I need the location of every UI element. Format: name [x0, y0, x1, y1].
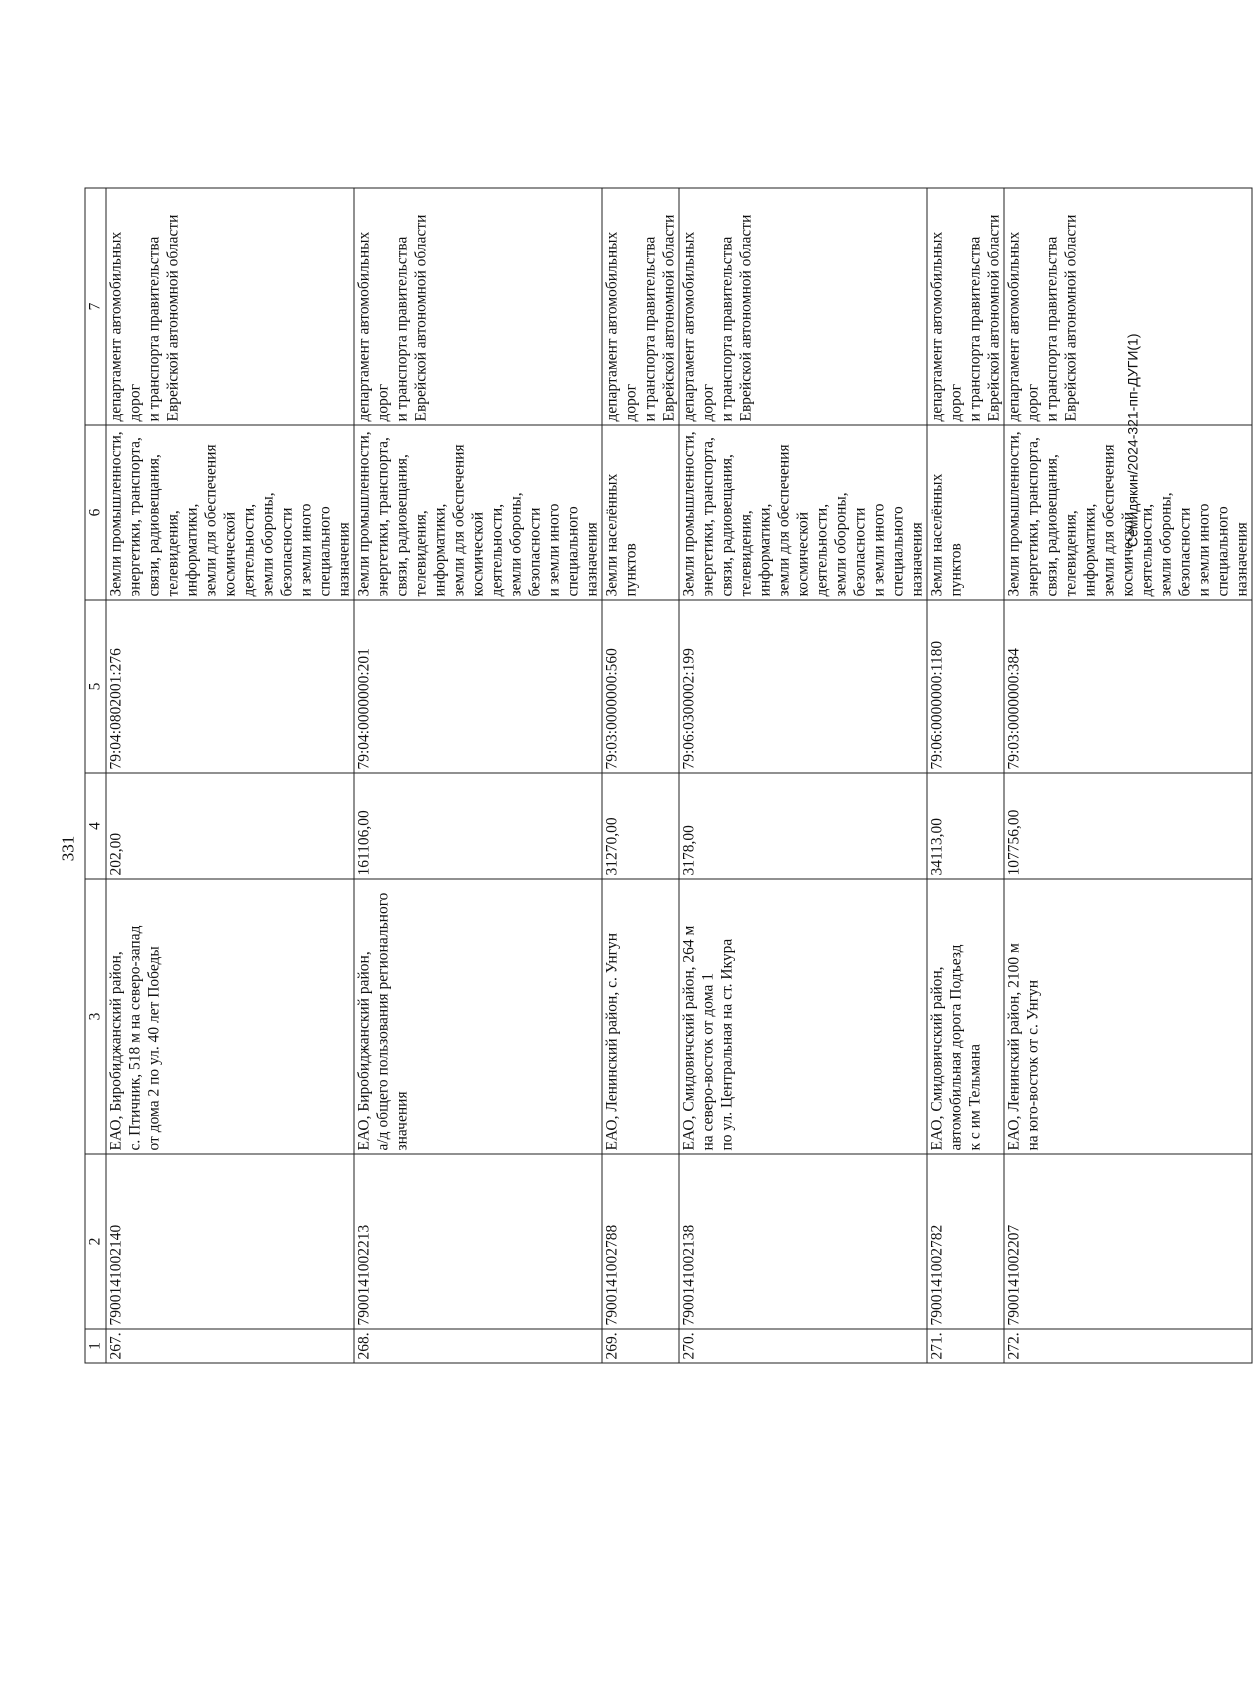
rotated-document-page	[58, 214, 1251, 1364]
row-number-cell: 268.	[354, 1329, 602, 1363]
document-reference-code: Семидякин/2024-321-пп-ДУГИ(1)	[1124, 333, 1141, 548]
column-header-7: 7	[85, 188, 106, 425]
column-header-2: 2	[85, 1154, 106, 1329]
land-category-cell: Земли промышленности, энергетики, транспорта, связи, радиовещания, телевидения, информатики, земли для обеспечения космической деятельности, земли обороны, безопасности и земли иного специального назначения	[354, 425, 602, 600]
object-code-cell: 7900141002788	[602, 1154, 679, 1329]
register-table	[85, 188, 1253, 1364]
address-cell: ЕАО, Ленинский район, с. Унгун	[602, 879, 679, 1154]
column-header-4: 4	[85, 773, 106, 879]
object-code-cell: 7900141002782	[927, 1154, 1004, 1329]
rights-holder-cell: департамент автомобильных дорог и транспорта правительства Еврейской автономной области	[1004, 188, 1252, 425]
row-number-cell: 270.	[679, 1329, 927, 1363]
row-number-cell: 272.	[1004, 1329, 1252, 1363]
object-code-cell: 7900141002213	[354, 1154, 602, 1329]
area-cell: 3178,00	[679, 773, 927, 879]
rights-holder-cell: департамент автомобильных дорог и транспорта правительства Еврейской автономной области	[106, 188, 354, 425]
address-cell: ЕАО, Биробиджанский район, с. Птичник, 518 м на северо-запад от дома 2 по ул. 40 лет Победы	[106, 879, 354, 1154]
area-cell: 107756,00	[1004, 773, 1252, 879]
rights-holder-cell: департамент автомобильных дорог и транспорта правительства Еврейской автономной области	[679, 188, 927, 425]
area-cell: 161106,00	[354, 773, 602, 879]
area-cell: 202,00	[106, 773, 354, 879]
object-code-cell: 7900141002207	[1004, 1154, 1252, 1329]
area-cell: 34113,00	[927, 773, 1004, 879]
land-category-cell: Земли населённых пунктов	[927, 425, 1004, 600]
area-cell: 31270,00	[602, 773, 679, 879]
rights-holder-cell: департамент автомобильных дорог и транспорта правительства Еврейской автономной области	[354, 188, 602, 425]
table-row	[602, 188, 679, 1363]
address-cell: ЕАО, Смидовичский район, 264 м на северо-восток от дома 1 по ул. Центральная на ст. Икура	[679, 879, 927, 1154]
cadastral-number-cell: 79:06:0300002:199	[679, 600, 927, 773]
column-header-1: 1	[85, 1329, 106, 1363]
column-header-6: 6	[85, 425, 106, 600]
rights-holder-cell: департамент автомобильных дорог и транспорта правительства Еврейской автономной области	[602, 188, 679, 425]
cadastral-number-cell: 79:06:0000000:1180	[927, 600, 1004, 773]
table-row	[106, 188, 354, 1363]
address-cell: ЕАО, Ленинский район, 2100 м на юго-восток от с. Унгун	[1004, 879, 1252, 1154]
cadastral-number-cell: 79:03:0000000:560	[602, 600, 679, 773]
table-row	[927, 188, 1004, 1363]
land-category-cell: Земли населённых пунктов	[602, 425, 679, 600]
cadastral-number-cell: 79:04:0000000:201	[354, 600, 602, 773]
object-code-cell: 7900141002138	[679, 1154, 927, 1329]
cadastral-number-cell: 79:04:0802001:276	[106, 600, 354, 773]
table-row	[679, 188, 927, 1363]
address-cell: ЕАО, Смидовичский район, автомобильная дорога Подъезд к с им Тельмана	[927, 879, 1004, 1154]
header-row	[85, 188, 106, 1363]
object-code-cell: 7900141002140	[106, 1154, 354, 1329]
column-header-3: 3	[85, 879, 106, 1154]
land-category-cell: Земли промышленности, энергетики, транспорта, связи, радиовещания, телевидения, информатики, земли для обеспечения космической деятельности, земли обороны, безопасности и земли иного специального назначения	[1004, 425, 1252, 600]
table-row	[354, 188, 602, 1363]
land-category-cell: Земли промышленности, энергетики, транспорта, связи, радиовещания, телевидения, информатики, земли для обеспечения космической деятельности, земли обороны, безопасности и земли иного специального назначения	[679, 425, 927, 600]
address-cell: ЕАО, Биробиджанский район, а/д общего пользования регионального значения	[354, 879, 602, 1154]
cadastral-number-cell: 79:03:0000000:384	[1004, 600, 1252, 773]
page-number: 331	[58, 835, 78, 862]
row-number-cell: 269.	[602, 1329, 679, 1363]
row-number-cell: 267.	[106, 1329, 354, 1363]
land-category-cell: Земли промышленности, энергетики, транспорта, связи, радиовещания, телевидения, информатики, земли для обеспечения космической деятельности, земли обороны, безопасности и земли иного специального назначения	[106, 425, 354, 600]
row-number-cell: 271.	[927, 1329, 1004, 1363]
rights-holder-cell: департамент автомобильных дорог и транспорта правительства Еврейской автономной области	[927, 188, 1004, 425]
column-header-5: 5	[85, 600, 106, 773]
